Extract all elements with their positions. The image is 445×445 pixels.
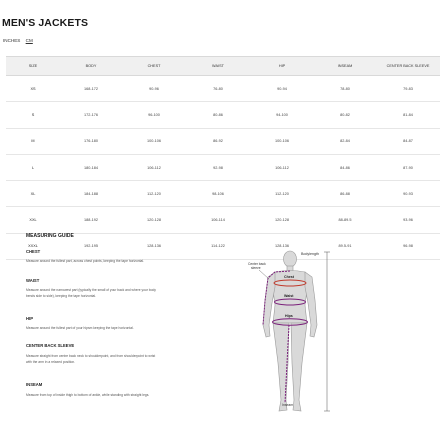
cell-hip: 120-128 bbox=[250, 207, 314, 233]
cell-waist: 92-98 bbox=[186, 154, 250, 180]
table-row bbox=[6, 181, 440, 207]
column-header-inseam: INSEAM bbox=[314, 57, 376, 76]
cell-size: S bbox=[6, 102, 60, 128]
guide-desc-center-back-sleeve bbox=[26, 354, 236, 365]
column-header-hip: HIP bbox=[250, 57, 314, 76]
guide-label-inseam: INSEAM bbox=[26, 382, 43, 387]
cell-body: 180-184 bbox=[60, 154, 122, 180]
cell-inseam: 86-88 bbox=[314, 181, 376, 207]
guide-desc-line: bends side to side), keeping the tape horizontal. bbox=[26, 293, 97, 298]
guide-desc-line: with the arm in a relaxed position. bbox=[26, 359, 76, 364]
cell-size: XL bbox=[6, 181, 60, 207]
cell-waist: 106-114 bbox=[186, 207, 250, 233]
cell-chest: 96-100 bbox=[122, 102, 186, 128]
cell-inseam: 89.5-91 bbox=[314, 233, 376, 259]
guide-desc-line: Measure from top of inside thigh to bottom of ankle, while standing with straight legs. bbox=[26, 393, 150, 397]
cell-size: XXL bbox=[6, 207, 60, 233]
cell-inseam: 84-86 bbox=[314, 154, 376, 180]
cell-hip: 128-136 bbox=[250, 233, 314, 259]
center-back-sleeve-label-line2: sleeve bbox=[251, 266, 261, 270]
cell-hip: 94-100 bbox=[250, 102, 314, 128]
table-row bbox=[6, 154, 440, 180]
cell-chest: 100-106 bbox=[122, 128, 186, 154]
right-leg-shape bbox=[291, 323, 307, 411]
guide-desc-line: Measure around the narrowest part (typically the small of your back and where your body bbox=[26, 288, 156, 292]
cell-hip: 90-94 bbox=[250, 76, 314, 102]
cell-body: 184-188 bbox=[60, 181, 122, 207]
page-title: MEN'S JACKETS bbox=[2, 17, 89, 29]
cell-center-back-sleeve: 90-93 bbox=[376, 181, 440, 207]
cell-hip: 112-120 bbox=[250, 181, 314, 207]
cell-center-back-sleeve: 93-96 bbox=[376, 207, 440, 233]
table-row bbox=[6, 207, 440, 233]
column-header-size: SIZE bbox=[6, 57, 60, 76]
waist-label: Waist bbox=[284, 294, 294, 298]
column-header-body: BODY bbox=[60, 57, 122, 76]
cell-size: XS bbox=[6, 76, 60, 102]
size-chart-table bbox=[6, 56, 440, 260]
center-back-sleeve-pointer bbox=[259, 270, 269, 279]
chest-label: Chest bbox=[284, 275, 294, 279]
left-arm-shape bbox=[263, 272, 275, 337]
center-back-sleeve-label-line1: Center back bbox=[248, 262, 266, 266]
cell-hip: 106-112 bbox=[250, 154, 314, 180]
cell-body: 176-180 bbox=[60, 128, 122, 154]
inseam-label: Inseam bbox=[282, 403, 294, 407]
cell-center-back-sleeve: 96-98 bbox=[376, 233, 440, 259]
cell-waist: 86-92 bbox=[186, 128, 250, 154]
cell-chest: 106-112 bbox=[122, 154, 186, 180]
guide-label-waist: WAIST bbox=[26, 278, 40, 283]
cell-inseam: 80-82 bbox=[314, 102, 376, 128]
column-header-center-back-sleeve: CENTER BACK SLEEVE bbox=[376, 57, 440, 76]
cell-chest: 128-136 bbox=[122, 233, 186, 259]
table-row bbox=[6, 102, 440, 128]
guide-desc-line: Measure straight from centre back neck to shoulderpoint, and from shoulderpoint to wrist bbox=[26, 354, 156, 358]
cell-size: M bbox=[6, 128, 60, 154]
cell-inseam: 82-84 bbox=[314, 128, 376, 154]
cell-body: 172-176 bbox=[60, 102, 122, 128]
column-header-waist: WAIST bbox=[186, 57, 250, 76]
cell-waist: 98-106 bbox=[186, 181, 250, 207]
cell-waist: 76-80 bbox=[186, 76, 250, 102]
cell-center-back-sleeve: 84-87 bbox=[376, 128, 440, 154]
cell-hip: 100-106 bbox=[250, 128, 314, 154]
cell-waist: 80-86 bbox=[186, 102, 250, 128]
cell-body: 192-195 bbox=[60, 233, 122, 259]
guide-label-hip: HIP bbox=[26, 316, 33, 321]
cell-size: L bbox=[6, 154, 60, 180]
guide-label-chest: CHEST bbox=[26, 249, 41, 254]
cell-chest: 112-120 bbox=[122, 181, 186, 207]
right-arm-shape bbox=[305, 272, 317, 337]
guide-desc-chest bbox=[26, 259, 236, 265]
cell-waist: 114-122 bbox=[186, 233, 250, 259]
unit-cm-option[interactable]: CM bbox=[25, 38, 33, 43]
cell-chest: 90-96 bbox=[122, 76, 186, 102]
hips-label: Hips bbox=[285, 314, 293, 318]
body-measurement-figure bbox=[245, 245, 335, 420]
guide-desc-hip bbox=[26, 326, 236, 332]
bodylength-label: Bodylength bbox=[301, 252, 319, 256]
measuring-guide-title: MEASURING GUIDE bbox=[26, 233, 74, 239]
cell-center-back-sleeve: 81-84 bbox=[376, 102, 440, 128]
table-row bbox=[6, 128, 440, 154]
cell-size: XXXL bbox=[6, 233, 60, 259]
unit-switcher bbox=[3, 38, 37, 43]
cell-inseam: 78-80 bbox=[314, 76, 376, 102]
cell-center-back-sleeve: 87-90 bbox=[376, 154, 440, 180]
table-header-row bbox=[6, 57, 440, 76]
cell-body: 168-172 bbox=[60, 76, 122, 102]
column-header-chest: CHEST bbox=[122, 57, 186, 76]
head-shape bbox=[284, 251, 297, 267]
cell-inseam: 88-89.5 bbox=[314, 207, 376, 233]
guide-label-center-back-sleeve: CENTER BACK SLEEVE bbox=[26, 343, 75, 348]
cell-body: 188-192 bbox=[60, 207, 122, 233]
unit-inches-option[interactable]: INCHES bbox=[3, 38, 21, 43]
guide-desc-line: Measure around the fullest part, across chest points, keeping the tape horizontal. bbox=[26, 259, 145, 263]
cell-center-back-sleeve: 79-83 bbox=[376, 76, 440, 102]
cell-chest: 120-128 bbox=[122, 207, 186, 233]
guide-desc-inseam bbox=[26, 393, 236, 399]
table-row bbox=[6, 76, 440, 102]
guide-desc-line: Measure around the fullest part of your hipsm keeping the tape horizontal. bbox=[26, 326, 134, 330]
guide-desc-waist bbox=[26, 288, 236, 299]
